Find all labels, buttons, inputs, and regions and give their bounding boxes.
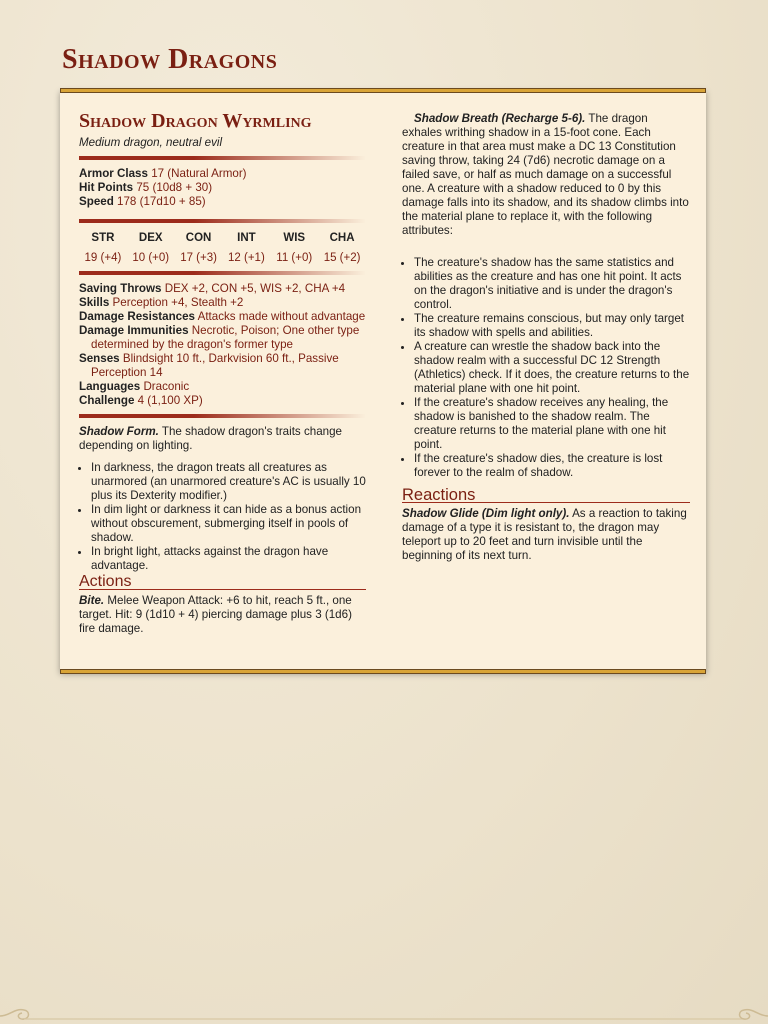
languages-row: Languages Draconic	[79, 380, 190, 393]
action-name: Bite.	[79, 594, 105, 607]
reaction-text: As a reaction to taking damage of a type it is resistant to, the dragon may teleport up to 20 feet and turn invisible until the beginning of its next turn.	[402, 507, 687, 562]
action-text: Melee Weapon Attack: +6 to hit, reach 5 ft., one target. Hit: 9 (1d10 + 4) piercing damage plus 3 (1d6) fire damage.	[79, 594, 352, 635]
shadow-breath-list	[402, 256, 690, 480]
page-title: Shadow Dragons	[62, 44, 278, 75]
list-item: • In dim light or darkness it can hide as a bonus action without obscurement, submerging itself in pools of shadow.	[91, 503, 366, 545]
reaction-name: Shadow Glide (Dim light only).	[402, 507, 570, 520]
monster-name: Shadow Dragon Wyrmling	[79, 110, 312, 132]
ability-wis: WIS 11 (+0)	[276, 232, 313, 264]
divider	[79, 414, 366, 418]
list-item: • In bright light, attacks against the dragon have advantage.	[91, 545, 366, 573]
shadow-form-list	[79, 461, 366, 573]
stat-block-top-bar	[60, 88, 706, 93]
monster-type: Medium dragon, neutral evil	[79, 136, 223, 149]
bite-action	[79, 594, 366, 636]
senses-row: Senses Blindsight 10 ft., Darkvision 60 ft., Passive Perception 14	[79, 352, 339, 379]
stat-block-bottom-bar	[60, 669, 706, 674]
saving-throws-row: Saving Throws DEX +2, CON +5, WIS +2, CHA +4	[79, 282, 346, 295]
actions-heading: Actions	[79, 575, 366, 590]
damage-immunities-row: Damage Immunities Necrotic, Poison; One other type determined by the dragon's former type	[79, 324, 360, 351]
stat-block-right-column	[402, 112, 690, 563]
ability-str: STR 19 (+4)	[84, 232, 122, 264]
shadow-breath-action	[402, 112, 690, 238]
list-item: • A creature can wrestle the shadow back into the shadow realm with a successful DC 12 Strength (Athletics) check. If it does, the creature returns to the material plane with one hit point.	[414, 340, 690, 396]
reactions-heading: Reactions	[402, 488, 690, 503]
action-text: The dragon exhales writhing shadow in a 15-foot cone. Each creature in that area must make a DC 13 Constitution saving throw, taking 24 (7d6) necrotic damage on a failed save, or half as much damage on a successful one. A creature with a shadow reduced to 0 by this damage falls into its shadow, and its shadow climbs into the material plane to replace it, with the following attributes:	[402, 112, 689, 237]
trait-text: The shadow dragon's traits change depending on lighting.	[79, 425, 342, 452]
shadow-glide-reaction	[402, 507, 690, 563]
page-footer-ornament	[0, 1000, 768, 1024]
divider	[79, 271, 366, 275]
challenge-row: Challenge 4 (1,100 XP)	[79, 394, 203, 407]
action-name: Shadow Breath (Recharge 5-6).	[414, 112, 586, 125]
shadow-form-trait	[79, 425, 366, 453]
list-item: • The creature remains conscious, but may only target its shadow with spells and abilities.	[414, 312, 690, 340]
divider	[79, 156, 366, 160]
stat-block-left-column	[79, 108, 366, 636]
damage-resistances-row: Damage Resistances Attacks made without advantage	[79, 310, 366, 323]
skills-row: Skills Perception +4, Stealth +2	[79, 296, 244, 309]
divider	[79, 219, 366, 223]
list-item: • If the creature's shadow dies, the creature is lost forever to the realm of shadow.	[414, 452, 690, 480]
list-item: • In darkness, the dragon treats all creatures as unarmored (an unarmored creature's AC is usually 10 plus its Dexterity modifier.)	[91, 461, 366, 503]
ability-scores	[79, 231, 366, 265]
ability-int: INT 12 (+1)	[228, 232, 265, 264]
ability-dex: DEX 10 (+0)	[132, 232, 170, 264]
ability-con: CON 17 (+3)	[180, 232, 217, 264]
list-item: • The creature's shadow has the same statistics and abilities as the creature and has one hit point. It acts on the dragon's initiative and is under the dragon's control.	[414, 256, 690, 312]
speed-row: Speed 178 (17d10 + 85)	[79, 195, 206, 208]
trait-name: Shadow Form.	[79, 425, 159, 438]
stat-block	[60, 90, 706, 672]
armor-class-row: Armor Class 17 (Natural Armor)	[79, 167, 247, 180]
ability-cha: CHA 15 (+2)	[323, 232, 361, 264]
list-item: • If the creature's shadow receives any healing, the shadow is banished to the shadow realm. The creature returns to the material plane with one hit point.	[414, 396, 690, 452]
hit-points-row: Hit Points 75 (10d8 + 30)	[79, 181, 213, 194]
